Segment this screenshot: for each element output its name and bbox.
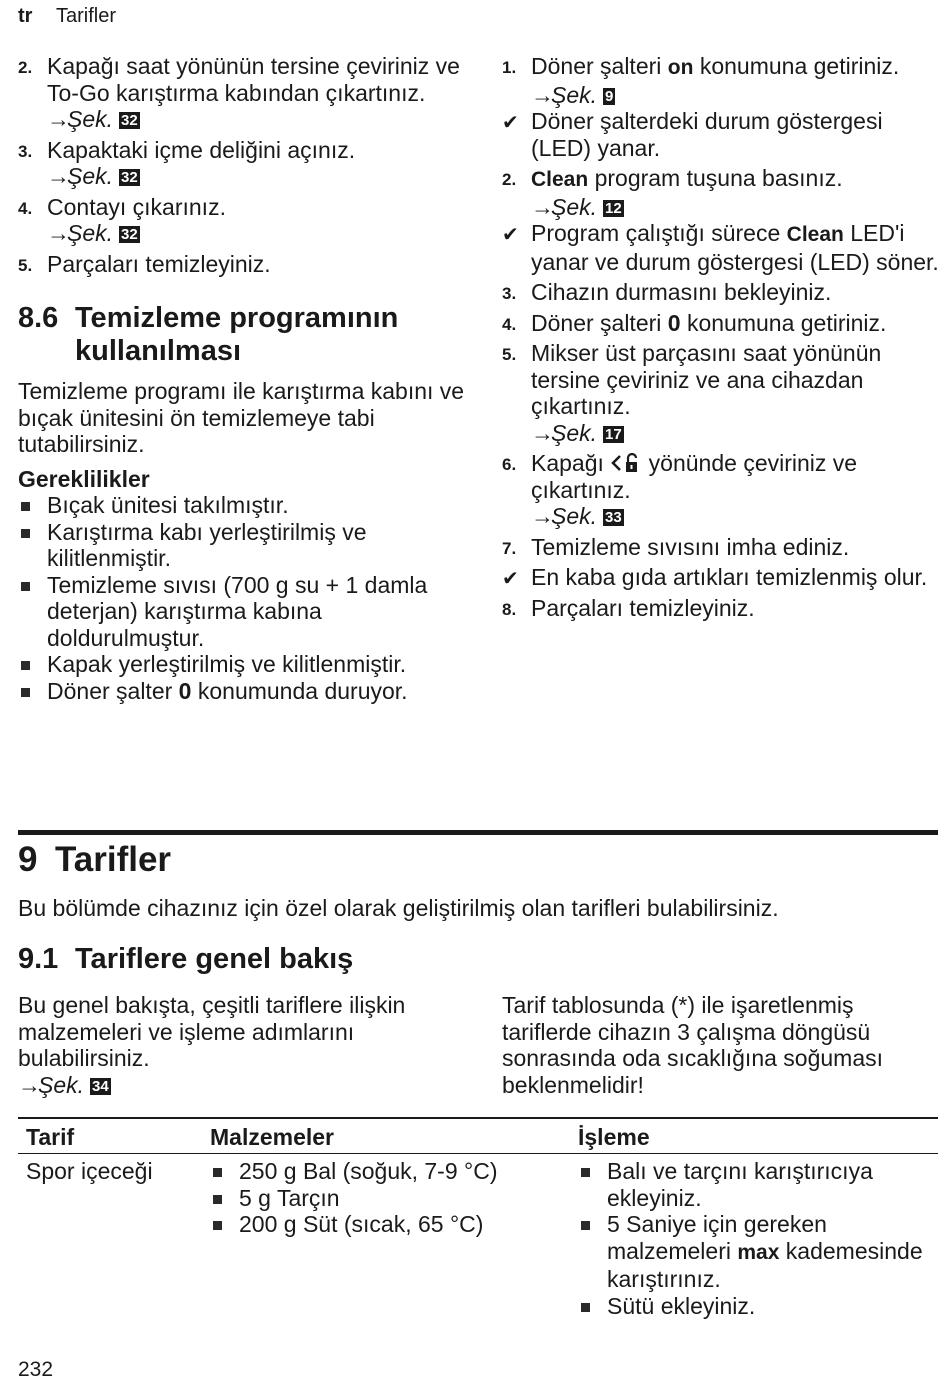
- recipe-name: Spor içeceği: [26, 1158, 153, 1184]
- step-number: 4.: [18, 198, 33, 218]
- table-header: [18, 1117, 938, 1154]
- figure-ref: →Şek. 17: [531, 419, 622, 446]
- step-item: 3. Cihazın durmasını bekleyiniz.: [502, 279, 942, 306]
- step-number: 8.: [502, 599, 517, 619]
- arrow-right-icon: →: [47, 220, 70, 246]
- column-header: Malzemeler: [210, 1124, 335, 1150]
- step-item: 5. Mikser üst parçasını saat yönünün tersine çeviriniz ve ana cihazdan çıkartınız. →Şek. 17: [502, 340, 942, 446]
- list-item: Balı ve tarçını karıştırıcıya ekleyiniz.: [578, 1158, 938, 1211]
- running-header: Tarifler: [56, 5, 117, 27]
- figure-number: 33: [605, 509, 622, 526]
- step-number: 5.: [502, 345, 517, 364]
- step-text: Kapaktaki içme deliğini açınız.: [47, 136, 356, 163]
- arrow-right-icon: →: [47, 106, 70, 132]
- figure-number: 17: [605, 425, 622, 443]
- figure-number: 12: [605, 199, 622, 217]
- column-header: Tarif: [26, 1124, 75, 1150]
- step-number: 1.: [502, 58, 517, 77]
- recipe-table: [18, 1117, 938, 1334]
- left-column: [18, 53, 473, 704]
- arrow-right-icon: →: [531, 503, 554, 529]
- step-item: 6. Kapağı yönünde çeviriniz ve çıkartınız. →Şek. 33: [502, 450, 942, 530]
- checkmark-icon: ✔: [502, 224, 519, 246]
- section-paragraph-left: Bu genel bakışta, çeşitli tariflere ilişkin malzemeleri ve işleme adımlarını bulabilirsiniz. →Şek. 34: [18, 992, 478, 1098]
- step-item: [18, 194, 473, 247]
- rotate-unlock-icon: [610, 452, 642, 474]
- arrow-right-icon: →: [531, 193, 554, 220]
- figure-ref: →Şek. 34: [18, 1071, 109, 1098]
- list-item: Döner şalter 0 konumunda duruyor.: [18, 678, 473, 705]
- result-item: ✔ Döner şalterdeki durum göstergesi (LED) yanar.: [502, 108, 883, 161]
- step-number: 6.: [502, 455, 517, 474]
- section-title: 9.1 Tariflere genel bakış: [18, 943, 354, 975]
- step-number: 7.: [502, 538, 517, 558]
- step-number: 3.: [18, 141, 33, 161]
- result-item: ✔ Program çalıştığı sürece Clean LED'i yanar ve durum göstergesi (LED) söner.: [502, 220, 939, 275]
- figure-ref: →Şek. 12: [531, 193, 622, 220]
- list-item: Temizleme sıvısı (700 g su + 1 damla deterjan) karıştırma kabına doldurulmuştur.: [18, 572, 473, 652]
- chapter-intro: Bu bölümde cihazınız için özel olarak geliştirilmiş olan tarifleri bulabilirsiniz.: [18, 895, 779, 921]
- list-item: 5 Saniye için gereken malzemeleri max kademesinde karıştırınız.: [578, 1211, 938, 1293]
- step-item: 1. Döner şalteri on konumuna getiriniz. →Şek. 9: [502, 53, 942, 108]
- ingredients-cell: [210, 1158, 570, 1238]
- step-number: 2.: [18, 58, 33, 77]
- step-item: [18, 53, 473, 133]
- checkmark-icon: ✔: [502, 568, 519, 590]
- figure-ref: →Şek. 9: [531, 81, 614, 108]
- step-item: 7. Temizleme sıvısını imha ediniz.: [502, 534, 942, 561]
- figure-number: 32: [121, 112, 138, 129]
- step-number: 2.: [502, 170, 517, 189]
- list-item: Sütü ekleyiniz.: [578, 1293, 938, 1320]
- step-number: 3.: [502, 284, 517, 303]
- list-item: 250 g Bal (soğuk, 7-9 °C): [210, 1158, 570, 1185]
- list-item: 5 g Tarçın: [210, 1185, 570, 1212]
- language-code: tr: [18, 5, 33, 27]
- figure-ref: →Şek. 33: [531, 503, 622, 529]
- list-item: Bıçak ünitesi takılmıştır.: [18, 492, 473, 519]
- step-item: 2. Clean program tuşuna basınız. →Şek. 12: [502, 165, 942, 220]
- requirements-heading: Gereklilikler: [18, 465, 150, 492]
- list-item: Kapak yerleştirilmiş ve kilitlenmiştir.: [18, 651, 473, 678]
- step-item: 4. Döner şalteri 0 konumuna getiriniz.: [502, 310, 942, 337]
- list-item: 200 g Süt (sıcak, 65 °C): [210, 1211, 570, 1238]
- figure-number: 32: [121, 169, 138, 186]
- right-column: [502, 53, 942, 621]
- arrow-right-icon: →: [531, 419, 554, 446]
- step-item: 8. Parçaları temizleyiniz.: [502, 595, 942, 622]
- step-number: 4.: [502, 314, 517, 334]
- figure-number: 9: [605, 87, 614, 105]
- step-item: [18, 251, 473, 278]
- arrow-right-icon: →: [47, 163, 70, 189]
- step-item: [18, 137, 473, 190]
- table-row: [18, 1154, 938, 1334]
- step-number: 5.: [18, 255, 33, 275]
- list-item: Karıştırma kabı yerleştirilmiş ve kilitlenmiştir.: [18, 519, 473, 572]
- arrow-right-icon: →: [18, 1071, 41, 1098]
- chapter-divider: [18, 830, 938, 835]
- step-text: Parçaları temizleyiniz.: [47, 250, 271, 277]
- section-paragraph-right: Tarif tablosunda (*) ile işaretlenmiş tariflerde cihazın 3 çalışma döngüsü sonrasında oda sıcaklığına soğuması beklenmelidir!: [502, 992, 884, 1098]
- section-title: 8.6 Temizleme programının kullanılması: [18, 302, 399, 367]
- column-header: İşleme: [578, 1124, 650, 1150]
- page-number: 232: [18, 1358, 54, 1381]
- figure-number: 32: [121, 226, 138, 243]
- step-text: Kapağı saat yönünün tersine çeviriniz ve To-Go karıştırma kabından çıkartınız.: [47, 53, 460, 106]
- figure-ref: →Şek. 32: [47, 106, 138, 132]
- checkmark-icon: ✔: [502, 112, 519, 134]
- arrow-right-icon: →: [531, 81, 554, 108]
- chapter-title: 9 Tarifler: [18, 840, 172, 879]
- figure-number: 34: [92, 1077, 109, 1095]
- figure-ref: →Şek. 32: [47, 220, 138, 246]
- result-item: ✔ En kaba gıda artıkları temizlenmiş olur.: [502, 564, 942, 591]
- section-intro: Temizleme programı ile karıştırma kabını ve bıçak ünitesini ön temizlemeye tabi tutabilirsiniz.: [18, 378, 465, 457]
- processing-cell: [578, 1158, 938, 1319]
- step-text: Contayı çıkarınız.: [47, 193, 226, 220]
- section-number: 8.6: [18, 302, 59, 334]
- figure-ref: →Şek. 32: [47, 163, 138, 189]
